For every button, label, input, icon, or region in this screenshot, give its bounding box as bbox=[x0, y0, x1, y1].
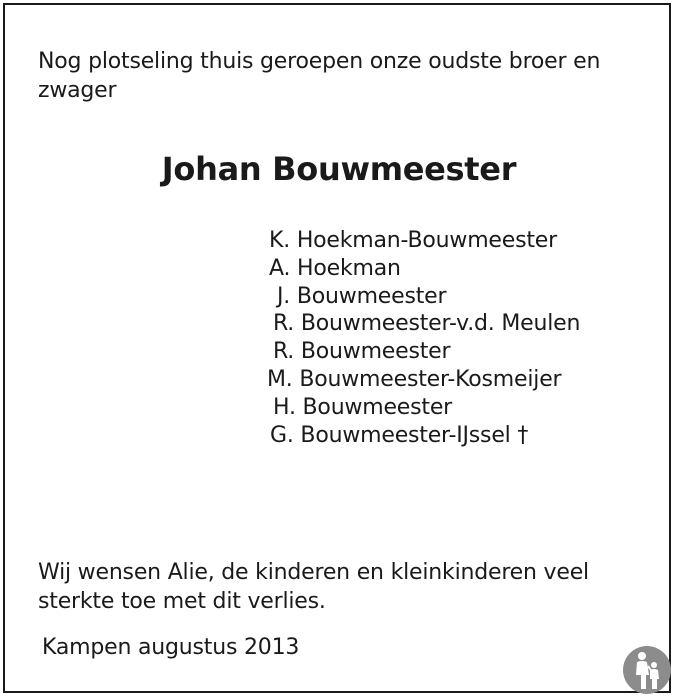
family-member: J. Bouwmeester bbox=[277, 283, 447, 309]
family-member: H. Bouwmeester bbox=[273, 394, 453, 420]
family-member: M. Bouwmeester-Kosmeijer bbox=[267, 366, 562, 392]
memorial-figure-logo-icon bbox=[622, 645, 672, 695]
family-member: R. Bouwmeester-v.d. Meulen bbox=[273, 311, 581, 337]
family-member: A. Hoekman bbox=[269, 255, 401, 281]
closing-text: Wij wensen Alie, de kinderen en kleinkinderen veel sterkte toe met dit verlies. bbox=[38, 560, 589, 614]
family-member: G. Bouwmeester-IJssel † bbox=[270, 422, 529, 448]
family-member: K. Hoekman-Bouwmeester bbox=[269, 228, 557, 253]
place-date: Kampen augustus 2013 bbox=[42, 635, 300, 660]
family-list bbox=[267, 227, 580, 449]
deceased-name: Johan Bouwmeester bbox=[161, 150, 517, 188]
family-member: R. Bouwmeester bbox=[273, 339, 451, 365]
obituary-card bbox=[3, 3, 671, 693]
intro-text: Nog plotseling thuis geroepen onze oudste broer en zwager bbox=[38, 49, 601, 103]
